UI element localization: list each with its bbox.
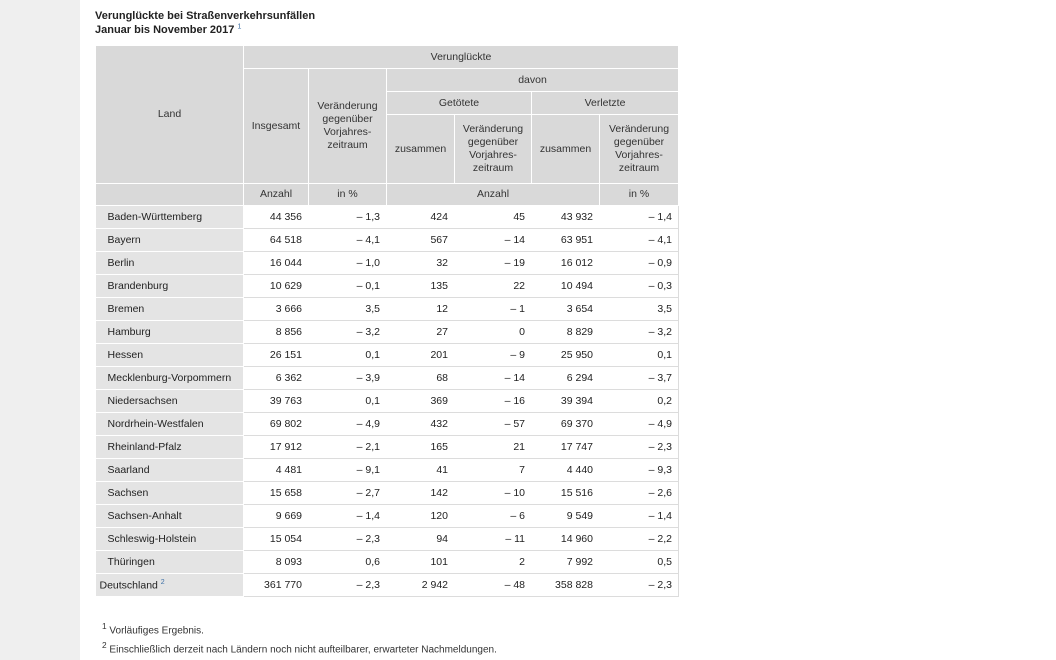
insgesamt-cell: 15 658: [244, 482, 309, 505]
verletzte-veraenderung-cell: 0,5: [600, 551, 679, 574]
header-land: Land: [96, 46, 244, 184]
header-unit-anzahl-davon: Anzahl: [387, 184, 600, 206]
title-line-2: Januar bis November 2017 $^1$: [95, 23, 242, 36]
header-unit-prozent-verletzte: in %: [600, 184, 679, 206]
header-verletzte-zusammen: zusammen: [532, 115, 600, 184]
insgesamt-cell: 6 362: [244, 367, 309, 390]
verletzte-veraenderung-cell: – 1,4: [600, 505, 679, 528]
insgesamt-cell: 69 802: [244, 413, 309, 436]
land-name-cell: Deutschland $^2$: [96, 574, 244, 597]
getoetete-cell: 369: [387, 390, 455, 413]
getoetete-veraenderung-cell: 7: [455, 459, 532, 482]
verletzte-veraenderung-cell: – 2,6: [600, 482, 679, 505]
land-name-cell: Rheinland-Pfalz: [96, 436, 244, 459]
footnote-ref-1[interactable]: 1: [237, 23, 242, 31]
insgesamt-cell: 64 518: [244, 229, 309, 252]
getoetete-cell: 567: [387, 229, 455, 252]
verletzte-cell: 16 012: [532, 252, 600, 275]
veraenderung-cell: – 2,3: [309, 574, 387, 597]
verletzte-veraenderung-cell: 3,5: [600, 298, 679, 321]
header-insgesamt: Insgesamt: [244, 69, 309, 184]
veraenderung-cell: 0,6: [309, 551, 387, 574]
header-unit-prozent: in %: [309, 184, 387, 206]
title-line-1: Verunglückte bei Straßenverkehrsunfällen: [95, 10, 316, 22]
verletzte-cell: 8 829: [532, 321, 600, 344]
verletzte-veraenderung-cell: – 0,3: [600, 275, 679, 298]
verletzte-veraenderung-cell: – 4,1: [600, 229, 679, 252]
getoetete-veraenderung-cell: 21: [455, 436, 532, 459]
getoetete-cell: 165: [387, 436, 455, 459]
table-row: [96, 482, 679, 505]
verletzte-cell: 63 951: [532, 229, 600, 252]
insgesamt-cell: 361 770: [244, 574, 309, 597]
veraenderung-cell: 3,5: [309, 298, 387, 321]
insgesamt-cell: 10 629: [244, 275, 309, 298]
verletzte-cell: 10 494: [532, 275, 600, 298]
land-name-cell: Hessen: [96, 344, 244, 367]
header-verletzte: Verletzte: [532, 92, 679, 115]
footnote-ref-2[interactable]: 2: [160, 578, 165, 586]
table-header: [96, 46, 679, 206]
table-title: [95, 9, 685, 37]
table-row: [96, 459, 679, 482]
getoetete-cell: 41: [387, 459, 455, 482]
table-row: [96, 436, 679, 459]
accident-statistics-table: [95, 45, 679, 597]
table-row: [96, 275, 679, 298]
header-davon: davon: [387, 69, 679, 92]
header-getoetete-zusammen: zusammen: [387, 115, 455, 184]
header-unit-blank: [96, 184, 244, 206]
verletzte-veraenderung-cell: 0,1: [600, 344, 679, 367]
verletzte-veraenderung-cell: – 1,4: [600, 206, 679, 229]
land-name-cell: Nordrhein-Westfalen: [96, 413, 244, 436]
veraenderung-cell: – 1,3: [309, 206, 387, 229]
getoetete-veraenderung-cell: – 9: [455, 344, 532, 367]
verletzte-cell: 3 654: [532, 298, 600, 321]
getoetete-veraenderung-cell: – 11: [455, 528, 532, 551]
veraenderung-cell: – 9,1: [309, 459, 387, 482]
getoetete-cell: 68: [387, 367, 455, 390]
veraenderung-cell: – 4,9: [309, 413, 387, 436]
verletzte-cell: 39 394: [532, 390, 600, 413]
insgesamt-cell: 44 356: [244, 206, 309, 229]
verletzte-cell: 43 932: [532, 206, 600, 229]
veraenderung-cell: 0,1: [309, 390, 387, 413]
getoetete-cell: 101: [387, 551, 455, 574]
header-unit-anzahl: Anzahl: [244, 184, 309, 206]
land-name-cell: Hamburg: [96, 321, 244, 344]
getoetete-cell: 142: [387, 482, 455, 505]
header-getoetete-veraenderung: Veränderung gegenüber Vorjahres-zeitraum: [455, 115, 532, 184]
verletzte-cell: 7 992: [532, 551, 600, 574]
land-name-cell: Bayern: [96, 229, 244, 252]
header-veraenderung-gesamt: Veränderung gegenüber Vorjahres-zeitraum: [309, 69, 387, 184]
verletzte-cell: 358 828: [532, 574, 600, 597]
header-getoetete: Getötete: [387, 92, 532, 115]
footnote-2: $^2$ Einschließlich derzeit nach Ländern noch nicht aufteilbarer, erwarteter Nachmeldungen.: [102, 640, 497, 656]
header-verletzte-veraenderung: Veränderung gegenüber Vorjahres-zeitraum: [600, 115, 679, 184]
verletzte-veraenderung-cell: – 0,9: [600, 252, 679, 275]
insgesamt-cell: 39 763: [244, 390, 309, 413]
verletzte-cell: 9 549: [532, 505, 600, 528]
table-row: [96, 367, 679, 390]
table-caption: [95, 9, 685, 37]
insgesamt-cell: 8 093: [244, 551, 309, 574]
verletzte-veraenderung-cell: – 2,3: [600, 574, 679, 597]
verletzte-cell: 15 516: [532, 482, 600, 505]
getoetete-veraenderung-cell: – 19: [455, 252, 532, 275]
getoetete-cell: 27: [387, 321, 455, 344]
land-name-cell: Mecklenburg-Vorpommern: [96, 367, 244, 390]
insgesamt-cell: 9 669: [244, 505, 309, 528]
veraenderung-cell: – 4,1: [309, 229, 387, 252]
veraenderung-cell: – 2,7: [309, 482, 387, 505]
table-row: [96, 574, 679, 597]
getoetete-veraenderung-cell: 0: [455, 321, 532, 344]
veraenderung-cell: – 1,4: [309, 505, 387, 528]
land-name-cell: Saarland: [96, 459, 244, 482]
getoetete-veraenderung-cell: – 57: [455, 413, 532, 436]
getoetete-veraenderung-cell: – 48: [455, 574, 532, 597]
table-row: [96, 528, 679, 551]
table-row: [96, 390, 679, 413]
getoetete-cell: 432: [387, 413, 455, 436]
table-row: [96, 321, 679, 344]
table-row: [96, 505, 679, 528]
footnotes: [102, 619, 497, 658]
verletzte-veraenderung-cell: 0,2: [600, 390, 679, 413]
getoetete-veraenderung-cell: – 6: [455, 505, 532, 528]
verletzte-veraenderung-cell: – 4,9: [600, 413, 679, 436]
table-row: [96, 206, 679, 229]
getoetete-cell: 201: [387, 344, 455, 367]
verletzte-cell: 17 747: [532, 436, 600, 459]
table-row: [96, 551, 679, 574]
veraenderung-cell: – 3,2: [309, 321, 387, 344]
verletzte-veraenderung-cell: – 9,3: [600, 459, 679, 482]
insgesamt-cell: 15 054: [244, 528, 309, 551]
getoetete-cell: 32: [387, 252, 455, 275]
verletzte-cell: 25 950: [532, 344, 600, 367]
footnote-1: $^1$ Vorläufiges Ergebnis.: [102, 621, 204, 637]
veraenderung-cell: – 2,1: [309, 436, 387, 459]
table-row: [96, 229, 679, 252]
insgesamt-cell: 8 856: [244, 321, 309, 344]
land-name-cell: Sachsen: [96, 482, 244, 505]
table-row: [96, 298, 679, 321]
land-name-cell: Baden-Württemberg: [96, 206, 244, 229]
land-name-cell: Schleswig-Holstein: [96, 528, 244, 551]
insgesamt-cell: 16 044: [244, 252, 309, 275]
getoetete-veraenderung-cell: – 14: [455, 229, 532, 252]
land-name-cell: Niedersachsen: [96, 390, 244, 413]
getoetete-veraenderung-cell: 22: [455, 275, 532, 298]
veraenderung-cell: – 0,1: [309, 275, 387, 298]
insgesamt-cell: 3 666: [244, 298, 309, 321]
getoetete-cell: 2 942: [387, 574, 455, 597]
header-verunglueckte: Verunglückte: [244, 46, 679, 69]
land-name-cell: Thüringen: [96, 551, 244, 574]
verletzte-cell: 6 294: [532, 367, 600, 390]
verletzte-cell: 4 440: [532, 459, 600, 482]
getoetete-cell: 120: [387, 505, 455, 528]
getoetete-veraenderung-cell: – 16: [455, 390, 532, 413]
verletzte-veraenderung-cell: – 2,2: [600, 528, 679, 551]
getoetete-cell: 94: [387, 528, 455, 551]
left-page-gutter: [0, 0, 80, 660]
land-name-cell: Bremen: [96, 298, 244, 321]
getoetete-veraenderung-cell: 45: [455, 206, 532, 229]
insgesamt-cell: 4 481: [244, 459, 309, 482]
verletzte-cell: 69 370: [532, 413, 600, 436]
getoetete-veraenderung-cell: 2: [455, 551, 532, 574]
verletzte-veraenderung-cell: – 3,2: [600, 321, 679, 344]
insgesamt-cell: 17 912: [244, 436, 309, 459]
table-row: [96, 413, 679, 436]
getoetete-veraenderung-cell: – 14: [455, 367, 532, 390]
land-name-cell: Brandenburg: [96, 275, 244, 298]
table-row: [96, 252, 679, 275]
land-name-cell: Sachsen-Anhalt: [96, 505, 244, 528]
getoetete-veraenderung-cell: – 10: [455, 482, 532, 505]
getoetete-cell: 135: [387, 275, 455, 298]
veraenderung-cell: – 1,0: [309, 252, 387, 275]
verletzte-veraenderung-cell: – 3,7: [600, 367, 679, 390]
land-name-cell: Berlin: [96, 252, 244, 275]
getoetete-veraenderung-cell: – 1: [455, 298, 532, 321]
verletzte-cell: 14 960: [532, 528, 600, 551]
verletzte-veraenderung-cell: – 2,3: [600, 436, 679, 459]
insgesamt-cell: 26 151: [244, 344, 309, 367]
table-row: [96, 344, 679, 367]
veraenderung-cell: – 3,9: [309, 367, 387, 390]
getoetete-cell: 424: [387, 206, 455, 229]
table-body: [96, 206, 679, 597]
veraenderung-cell: 0,1: [309, 344, 387, 367]
veraenderung-cell: – 2,3: [309, 528, 387, 551]
getoetete-cell: 12: [387, 298, 455, 321]
